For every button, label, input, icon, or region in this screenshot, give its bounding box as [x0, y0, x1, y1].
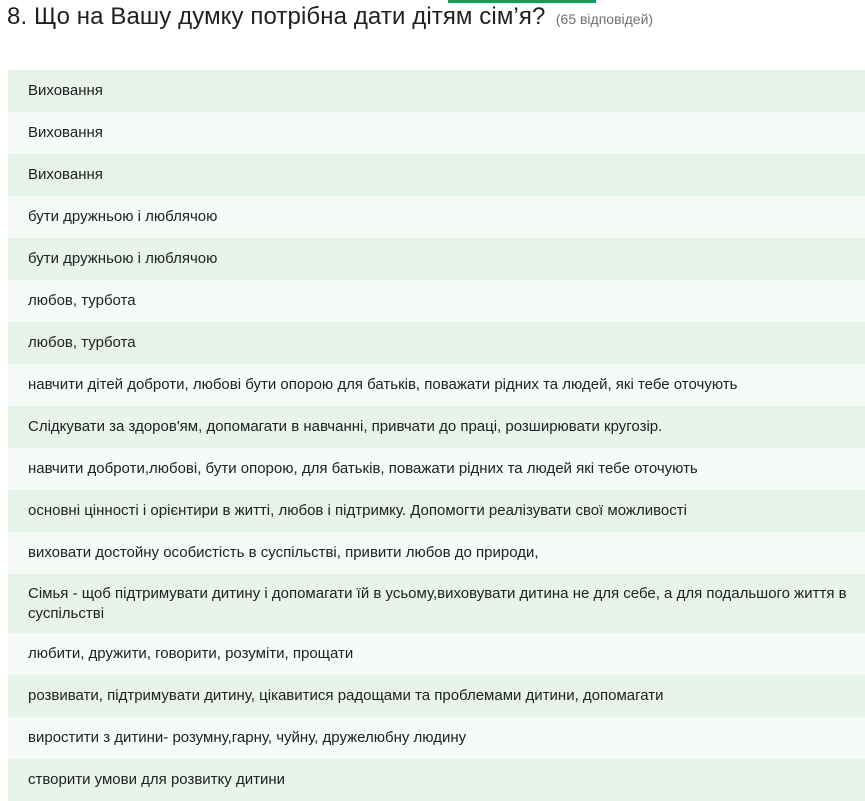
response-item: Виховання [8, 154, 865, 196]
response-item: виховати достойну особистість в суспільстві, привити любов до природи, [8, 532, 865, 574]
response-item: виростити з дитини- розумну,гарну, чуйну, дружелюбну людину [8, 717, 865, 759]
response-item: бути дружньою і люблячою [8, 196, 865, 238]
response-item: любов, турбота [8, 280, 865, 322]
question-title: 8. Що на Вашу думку потрібна дати дітям сім’я? [7, 3, 546, 30]
response-item: Виховання [8, 70, 865, 112]
response-item: Виховання [8, 112, 865, 154]
response-list [8, 70, 865, 801]
response-item: любов, турбота [8, 322, 865, 364]
response-item: розвивати, підтримувати дитину, цікавитися радощами та проблемами дитини, допомагати [8, 675, 865, 717]
response-item: Сімья - щоб підтримувати дитину і допомагати їй в усьому,виховувати дитина не для себе, а для подальшого життя в суспільстві [8, 574, 865, 633]
response-item: створити умови для розвитку дитини [8, 759, 865, 801]
response-item: бути дружньою і люблячою [8, 238, 865, 280]
response-item: Слідкувати за здоров'ям, допомагати в навчанні, привчати до праці, розширювати кругозір. [8, 406, 865, 448]
response-item: основні цінності і орієнтири в житті, любов і підтримку. Допомогти реалізувати свої можливості [8, 490, 865, 532]
response-item: любити, дружити, говорити, розуміти, прощати [8, 633, 865, 675]
response-item: навчити доброти,любові, бути опорою, для батьків, поважати рідних та людей які тебе оточують [8, 448, 865, 490]
response-item: навчити дітей доброти, любові бути опорою для батьків, поважати рідних та людей, які тебе оточують [8, 364, 865, 406]
question-header [7, 0, 865, 40]
response-count: (65 відповідей) [555, 11, 654, 27]
